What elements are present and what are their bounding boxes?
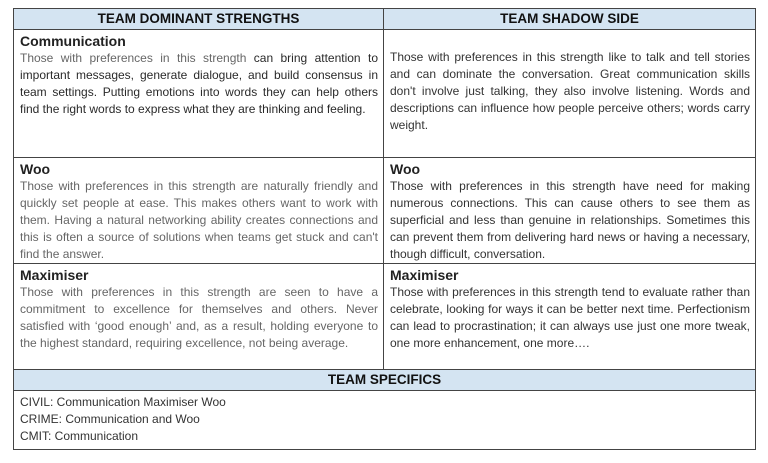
header-dominant-strengths: TEAM DOMINANT STRENGTHS xyxy=(14,9,384,30)
cell-title: Maximiser xyxy=(390,267,459,283)
cell-title: Maximiser xyxy=(20,267,89,283)
strengths-table xyxy=(13,8,756,450)
specifics-line: CRIME: Communication and Woo xyxy=(20,412,200,426)
specifics-line: CIVIL: Communication Maximiser Woo xyxy=(20,395,226,409)
cell-communication-shadow xyxy=(384,30,756,158)
cell-title: Woo xyxy=(20,161,51,177)
cell-communication-strength xyxy=(14,30,384,158)
cell-maximiser-shadow xyxy=(384,264,756,370)
cell-body: Those with preferences in this strength tend to evaluate rather than celebrate, looking for ways it can be better next time. Perfectionism can lead to procrastination; it can always use just one more tweak, one more enhancement, one more…. xyxy=(390,285,750,350)
specifics-line: CMIT: Communication xyxy=(20,429,139,443)
header-team-specifics: TEAM SPECIFICS xyxy=(14,370,756,391)
header-shadow-side: TEAM SHADOW SIDE xyxy=(384,9,756,30)
cell-maximiser-strength xyxy=(14,264,384,370)
cell-body: Those with preferences in this strength are seen to have a commitment to excellence for themselves and others. Never satisfied with ‘good enough’ and, as a result, holding everyone to the highest standard, requiring excellence, not being average. xyxy=(20,285,378,350)
cell-woo-shadow xyxy=(384,158,756,264)
cell-body-light: Those with preferences in this strength xyxy=(20,51,254,65)
cell-body: Those with preferences in this strength have need for making numerous connections. This can cause others to see them as superficial and less than genuine in relationships. Sometimes this can prevent them from delivering hard news or having a necessary, though difficult, conversation. xyxy=(390,179,750,261)
cell-woo-strength xyxy=(14,158,384,264)
cell-title: Woo xyxy=(390,161,421,177)
cell-body: Those with preferences in this strength like to talk and tell stories and can dominate the conversation. Great communication skills don't involve just talking, they also involve listening. Words and descriptions can influence how people perceive others; words carry weight. xyxy=(390,50,750,132)
cell-team-specifics xyxy=(14,391,756,450)
cell-title: Communication xyxy=(20,33,126,49)
cell-body-dark: can bring attention to important messages, generate dialogue, and build consensus in team settings. Putting emotions into words they can help others find the right words to express what they are thinking and feeling. xyxy=(20,51,379,116)
cell-body: Those with preferences in this strength are naturally friendly and quickly set people at ease. This makes others want to work with them. Having a natural networking ability creates connections and this is often a source of solutions when teams get stuck and can't find the answer. xyxy=(20,179,378,261)
